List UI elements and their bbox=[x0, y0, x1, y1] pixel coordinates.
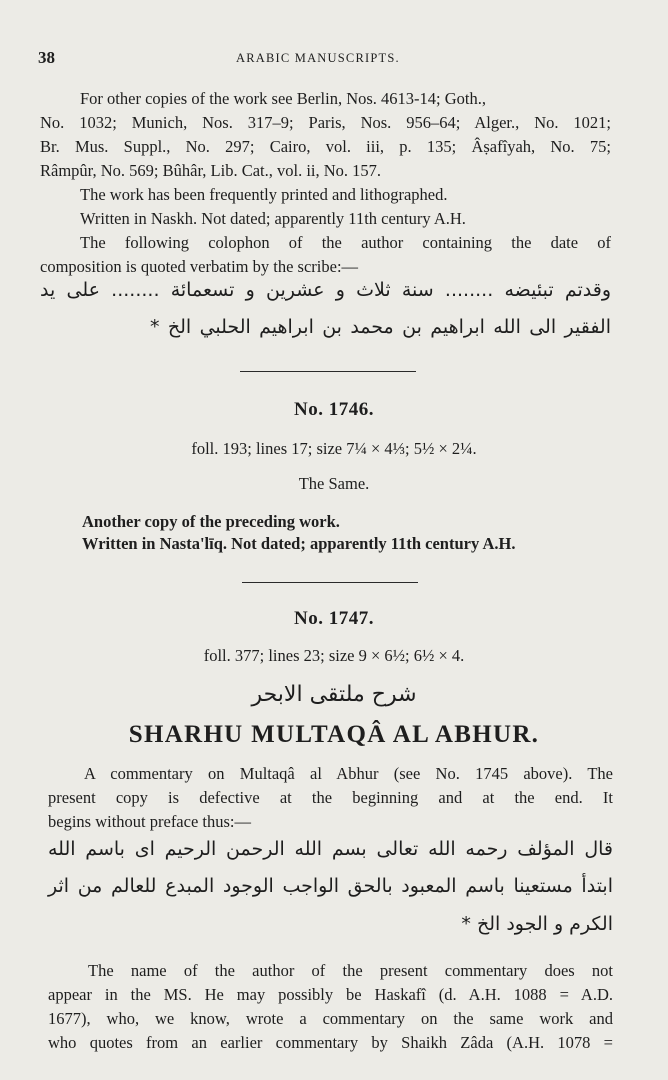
text-line: Written in Naskh. Not dated; apparently 11th century A.H. bbox=[80, 209, 466, 228]
text-line: For other copies of the work see Berlin, Nos. 4613-14; Goth., bbox=[80, 89, 487, 108]
text-line: Br. Mus. Suppl., No. 297; Cairo, vol. iii, p. 135; Âṣafîyah, No. 75; bbox=[40, 137, 611, 156]
entry-collation: foll. 377; lines 23; size 9 × 6½; 6½ × 4. bbox=[203, 646, 465, 665]
text-line: The following colophon of the author containing the date of bbox=[80, 233, 611, 252]
page-number: 38 bbox=[38, 48, 55, 67]
entry-title-arabic: شرح ملتقى الابحر bbox=[251, 682, 417, 707]
text-line: The name of the author of the present commentary does not bbox=[88, 961, 613, 980]
arabic-colophon-line: الفقير الى الله ابراهيم بن محمد بن ابراهيم الحلبي الخ * bbox=[150, 316, 611, 338]
arabic-colophon-line: وقدتم تبئيضه ........ سنة ثلاث و عشرين و تسعمائة ........ على يد bbox=[40, 279, 611, 301]
text-line: Written in Nasta'līq. Not dated; apparently 11th century A.H. bbox=[82, 534, 516, 553]
text-line: present copy is defective at the beginning and at the end. It bbox=[48, 788, 613, 807]
text-line: A commentary on Multaqâ al Abhur (see No. 1745 above). The bbox=[84, 764, 613, 783]
text-line: 1677), who, we know, wrote a commentary on the same work and bbox=[48, 1009, 613, 1028]
entry-number: No. 1746. bbox=[294, 399, 374, 420]
text-line: Another copy of the preceding work. bbox=[82, 512, 340, 531]
text-line: Râmpûr, No. 569; Bûhâr, Lib. Cat., vol. ii, No. 157. bbox=[40, 161, 382, 180]
text-line: appear in the MS. He may possibly be Haskafî (d. A.H. 1088 = A.D. bbox=[48, 985, 613, 1004]
arabic-incipit-line: قال المؤلف رحمه الله تعالى بسم الله الرحمن الرحيم اى باسم الله bbox=[48, 838, 613, 860]
entry-number: No. 1747. bbox=[294, 608, 374, 629]
section-divider bbox=[242, 582, 418, 583]
running-head: ARABIC MANUSCRIPTS. bbox=[236, 51, 400, 65]
text-line: No. 1032; Munich, Nos. 317–9; Paris, Nos. 956–64; Alger., No. 1021; bbox=[40, 113, 611, 132]
text-line: The work has been frequently printed and lithographed. bbox=[80, 185, 448, 204]
arabic-incipit-line: ابتدأ مستعينا باسم المعبود بالحق الواجب الوجود المبدع للعالم من اثر bbox=[48, 875, 613, 897]
text-line: composition is quoted verbatim by the scribe:— bbox=[40, 257, 359, 276]
text-line: who quotes from an earlier commentary by Shaikh Zâda (A.H. 1078 = bbox=[48, 1033, 613, 1052]
entry-title-latin: SHARHU MULTAQÂ AL ABHUR. bbox=[128, 721, 540, 748]
section-divider bbox=[240, 371, 416, 372]
entry-collation: foll. 193; lines 17; size 7¼ × 4⅓; 5½ × 2¼. bbox=[191, 439, 477, 458]
arabic-incipit-line: الكرم و الجود الخ * bbox=[461, 913, 613, 935]
entry-title: The Same. bbox=[298, 474, 370, 493]
text-line: begins without preface thus:— bbox=[48, 812, 251, 831]
